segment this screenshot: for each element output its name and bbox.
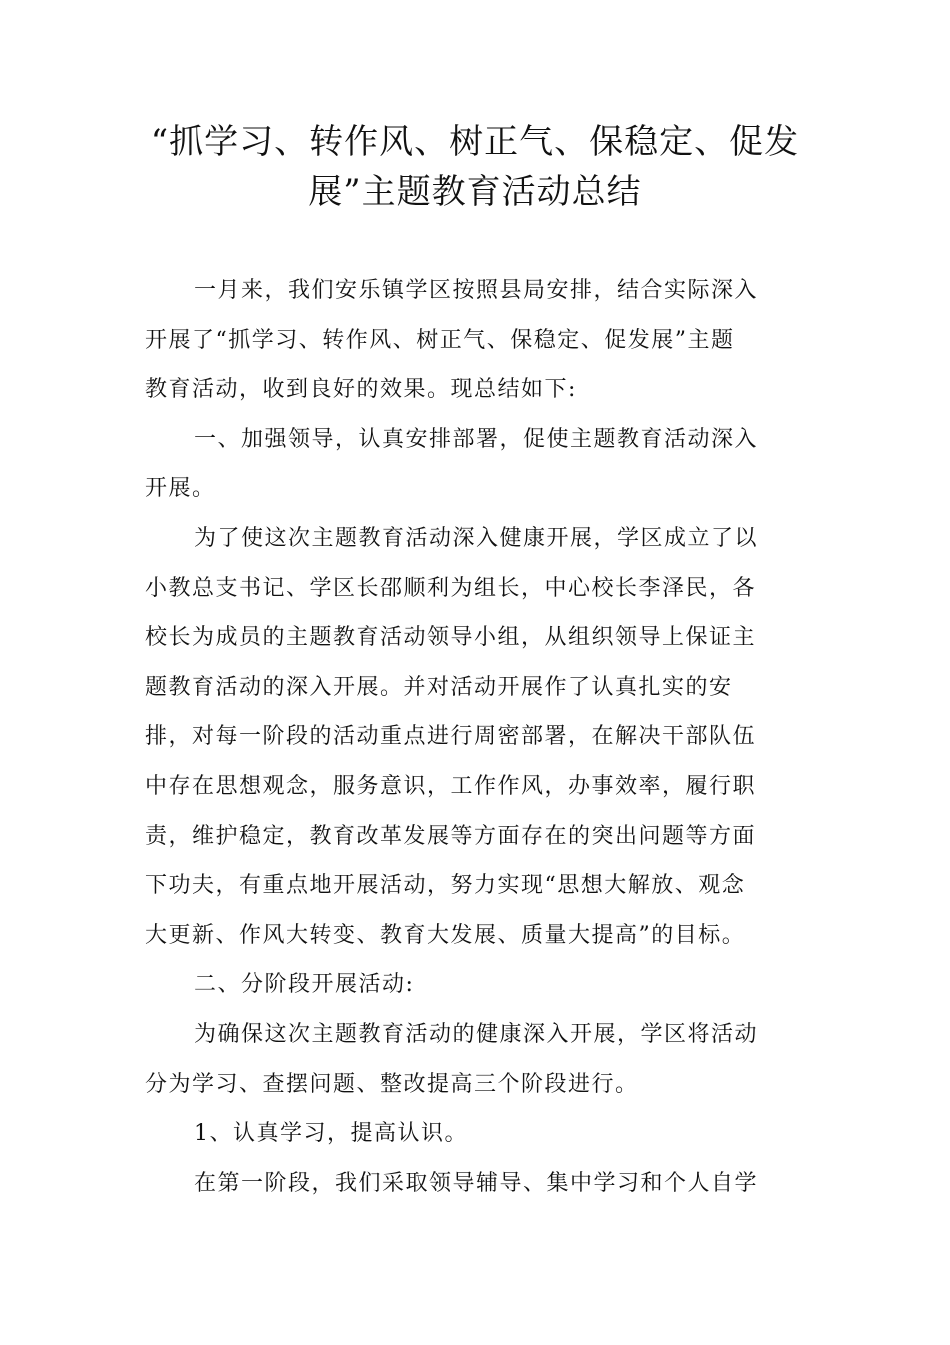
body-line: 小教总支书记、学区长邵顺利为组长，中心校长李泽民，各: [145, 575, 757, 601]
body-line: 分为学习、查摆问题、整改提高三个阶段进行。: [145, 1071, 639, 1097]
body-line: 开展。: [145, 476, 216, 502]
body-line: 校长为成员的主题教育活动领导小组，从组织领导上保证主: [145, 625, 757, 651]
body-line: 为确保这次主题教育活动的健康深入开展，学区将活动: [194, 1021, 759, 1047]
body-line: 责，维护稳定，教育改革发展等方面存在的突出问题等方面: [145, 823, 757, 849]
document-title: [140, 117, 810, 217]
body-line: 排，对每一阶段的活动重点进行周密部署，在解决干部队伍: [145, 724, 757, 750]
body-line: 题教育活动的深入开展。并对活动开展作了认真扎实的安: [145, 674, 733, 700]
body-line: 二、分阶段开展活动:: [194, 972, 415, 998]
body-line: 中存在思想观念，服务意识，工作作风，办事效率，履行职: [145, 773, 757, 799]
title-line: 展”主题教育活动总结: [308, 172, 642, 212]
title-line: “抓学习、转作风、树正气、保稳定、促发: [150, 122, 800, 162]
body-line: 一月来，我们安乐镇学区按照县局安排，结合实际深入: [194, 278, 759, 303]
body-line: 在第一阶段，我们采取领导辅导、集中学习和个人自学: [194, 1170, 759, 1196]
body-line: 教育活动，收到良好的效果。现总结如下:: [145, 377, 577, 403]
body-line: 1、认真学习，提高认识。: [194, 1121, 468, 1147]
body-line: 为了使这次主题教育活动深入健康开展，学区成立了以: [194, 525, 759, 551]
body-line: 大更新、作风大转变、教育大发展、质量大提高”的目标。: [145, 922, 746, 948]
document-body: [145, 266, 759, 1208]
body-line: 一、加强领导，认真安排部署，促使主题教育活动深入: [194, 426, 759, 452]
body-line: 下功夫，有重点地开展活动，努力实现“思想大解放、观念: [145, 873, 746, 899]
body-line: 开展了“抓学习、转作风、树正气、保稳定、促发展”主题: [145, 327, 735, 353]
